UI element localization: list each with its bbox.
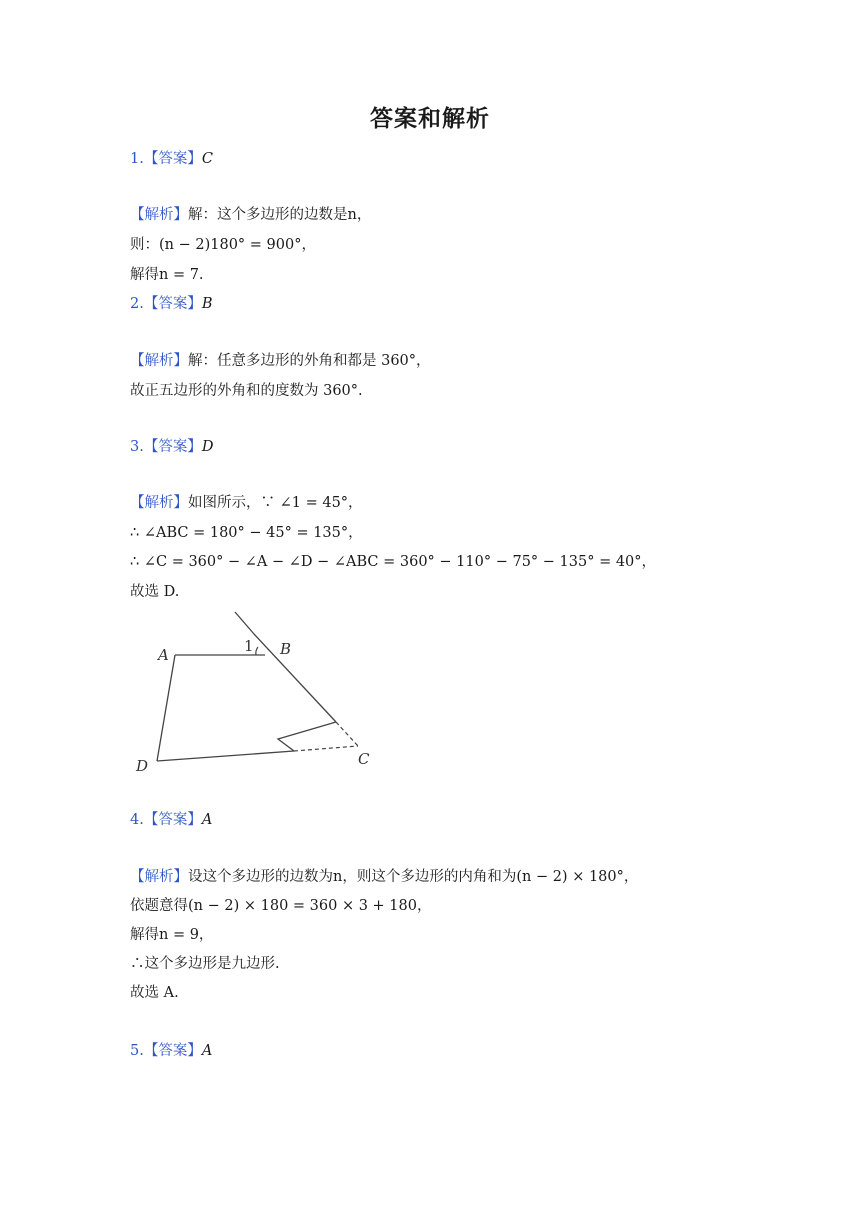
label-angle-1: 1 — [244, 637, 254, 655]
side-bc — [254, 634, 336, 722]
explain-4-line-4: ∴这个多边形是九边形. — [130, 956, 280, 972]
answer-label: 4.【答案】 — [130, 812, 202, 828]
label-c: C — [358, 750, 370, 768]
explain-3-line-1 — [130, 493, 363, 513]
extension-line — [235, 612, 254, 634]
answer-value: A — [201, 812, 213, 828]
explain-label: 【解析】 — [130, 495, 188, 511]
explain-2-line-2: 故正五边形的外角和的度数为 360°. — [130, 383, 363, 399]
side-dc — [157, 751, 294, 761]
side-ad — [157, 655, 175, 761]
explain-label: 【解析】 — [130, 207, 188, 223]
explain-4-line-3: 解得n = 9， — [130, 927, 214, 943]
quadrilateral-figure — [130, 606, 390, 776]
explain-text: 解：任意多边形的外角和都是 360°， — [188, 353, 431, 369]
page-title: 答案和解析 — [370, 106, 490, 132]
explain-3-line-2: ∴ ∠ABC = 180° − 45° = 135°， — [130, 525, 363, 541]
explain-text: 设这个多边形的边数为n，则这个多边形的内角和为(n − 2) × 180°， — [188, 869, 639, 885]
explain-label: 【解析】 — [130, 353, 188, 369]
explain-2-line-1 — [130, 351, 431, 371]
answer-value: B — [201, 296, 213, 312]
explain-1-line-3: 解得n = 7. — [130, 267, 204, 283]
quadrilateral-svg — [130, 606, 390, 776]
answer-value: D — [201, 439, 214, 455]
label-d: D — [136, 757, 149, 775]
explain-text: 解：这个多边形的边数是n， — [188, 207, 372, 223]
answer-value: A — [201, 1043, 213, 1059]
explain-4-line-5: 故选 A. — [130, 985, 179, 1001]
explain-3-line-3: ∴ ∠C = 360° − ∠A − ∠D − ∠ABC = 360° − 110° − 75° − 135° = 40°， — [130, 554, 657, 570]
answer-label: 2.【答案】 — [130, 296, 202, 312]
answer-label: 5.【答案】 — [130, 1043, 202, 1059]
label-b: B — [280, 640, 292, 658]
explain-1-line-1 — [130, 205, 371, 225]
explain-4-line-2: 依题意得(n − 2) × 180 = 360 × 3 + 180， — [130, 898, 432, 914]
explain-3-line-4: 故选 D. — [130, 584, 180, 600]
answer-5 — [130, 1041, 212, 1061]
answer-1 — [130, 149, 213, 169]
cut-edge — [278, 722, 336, 751]
answer-3 — [130, 437, 213, 457]
explain-1-line-2: 则：(n − 2)180° = 900°， — [130, 237, 316, 253]
explain-text: 如图所示，∵ ∠1 = 45°， — [188, 495, 363, 511]
answer-2 — [130, 294, 213, 314]
explain-label: 【解析】 — [130, 869, 188, 885]
angle-arc — [256, 647, 258, 655]
answer-value: C — [201, 151, 213, 167]
answer-label: 1.【答案】 — [130, 151, 202, 167]
label-a: A — [158, 646, 169, 664]
dashed-dc — [294, 746, 358, 751]
answer-label: 3.【答案】 — [130, 439, 202, 455]
answer-4 — [130, 810, 212, 830]
explain-4-line-1 — [130, 867, 638, 887]
dashed-bc — [336, 722, 358, 746]
